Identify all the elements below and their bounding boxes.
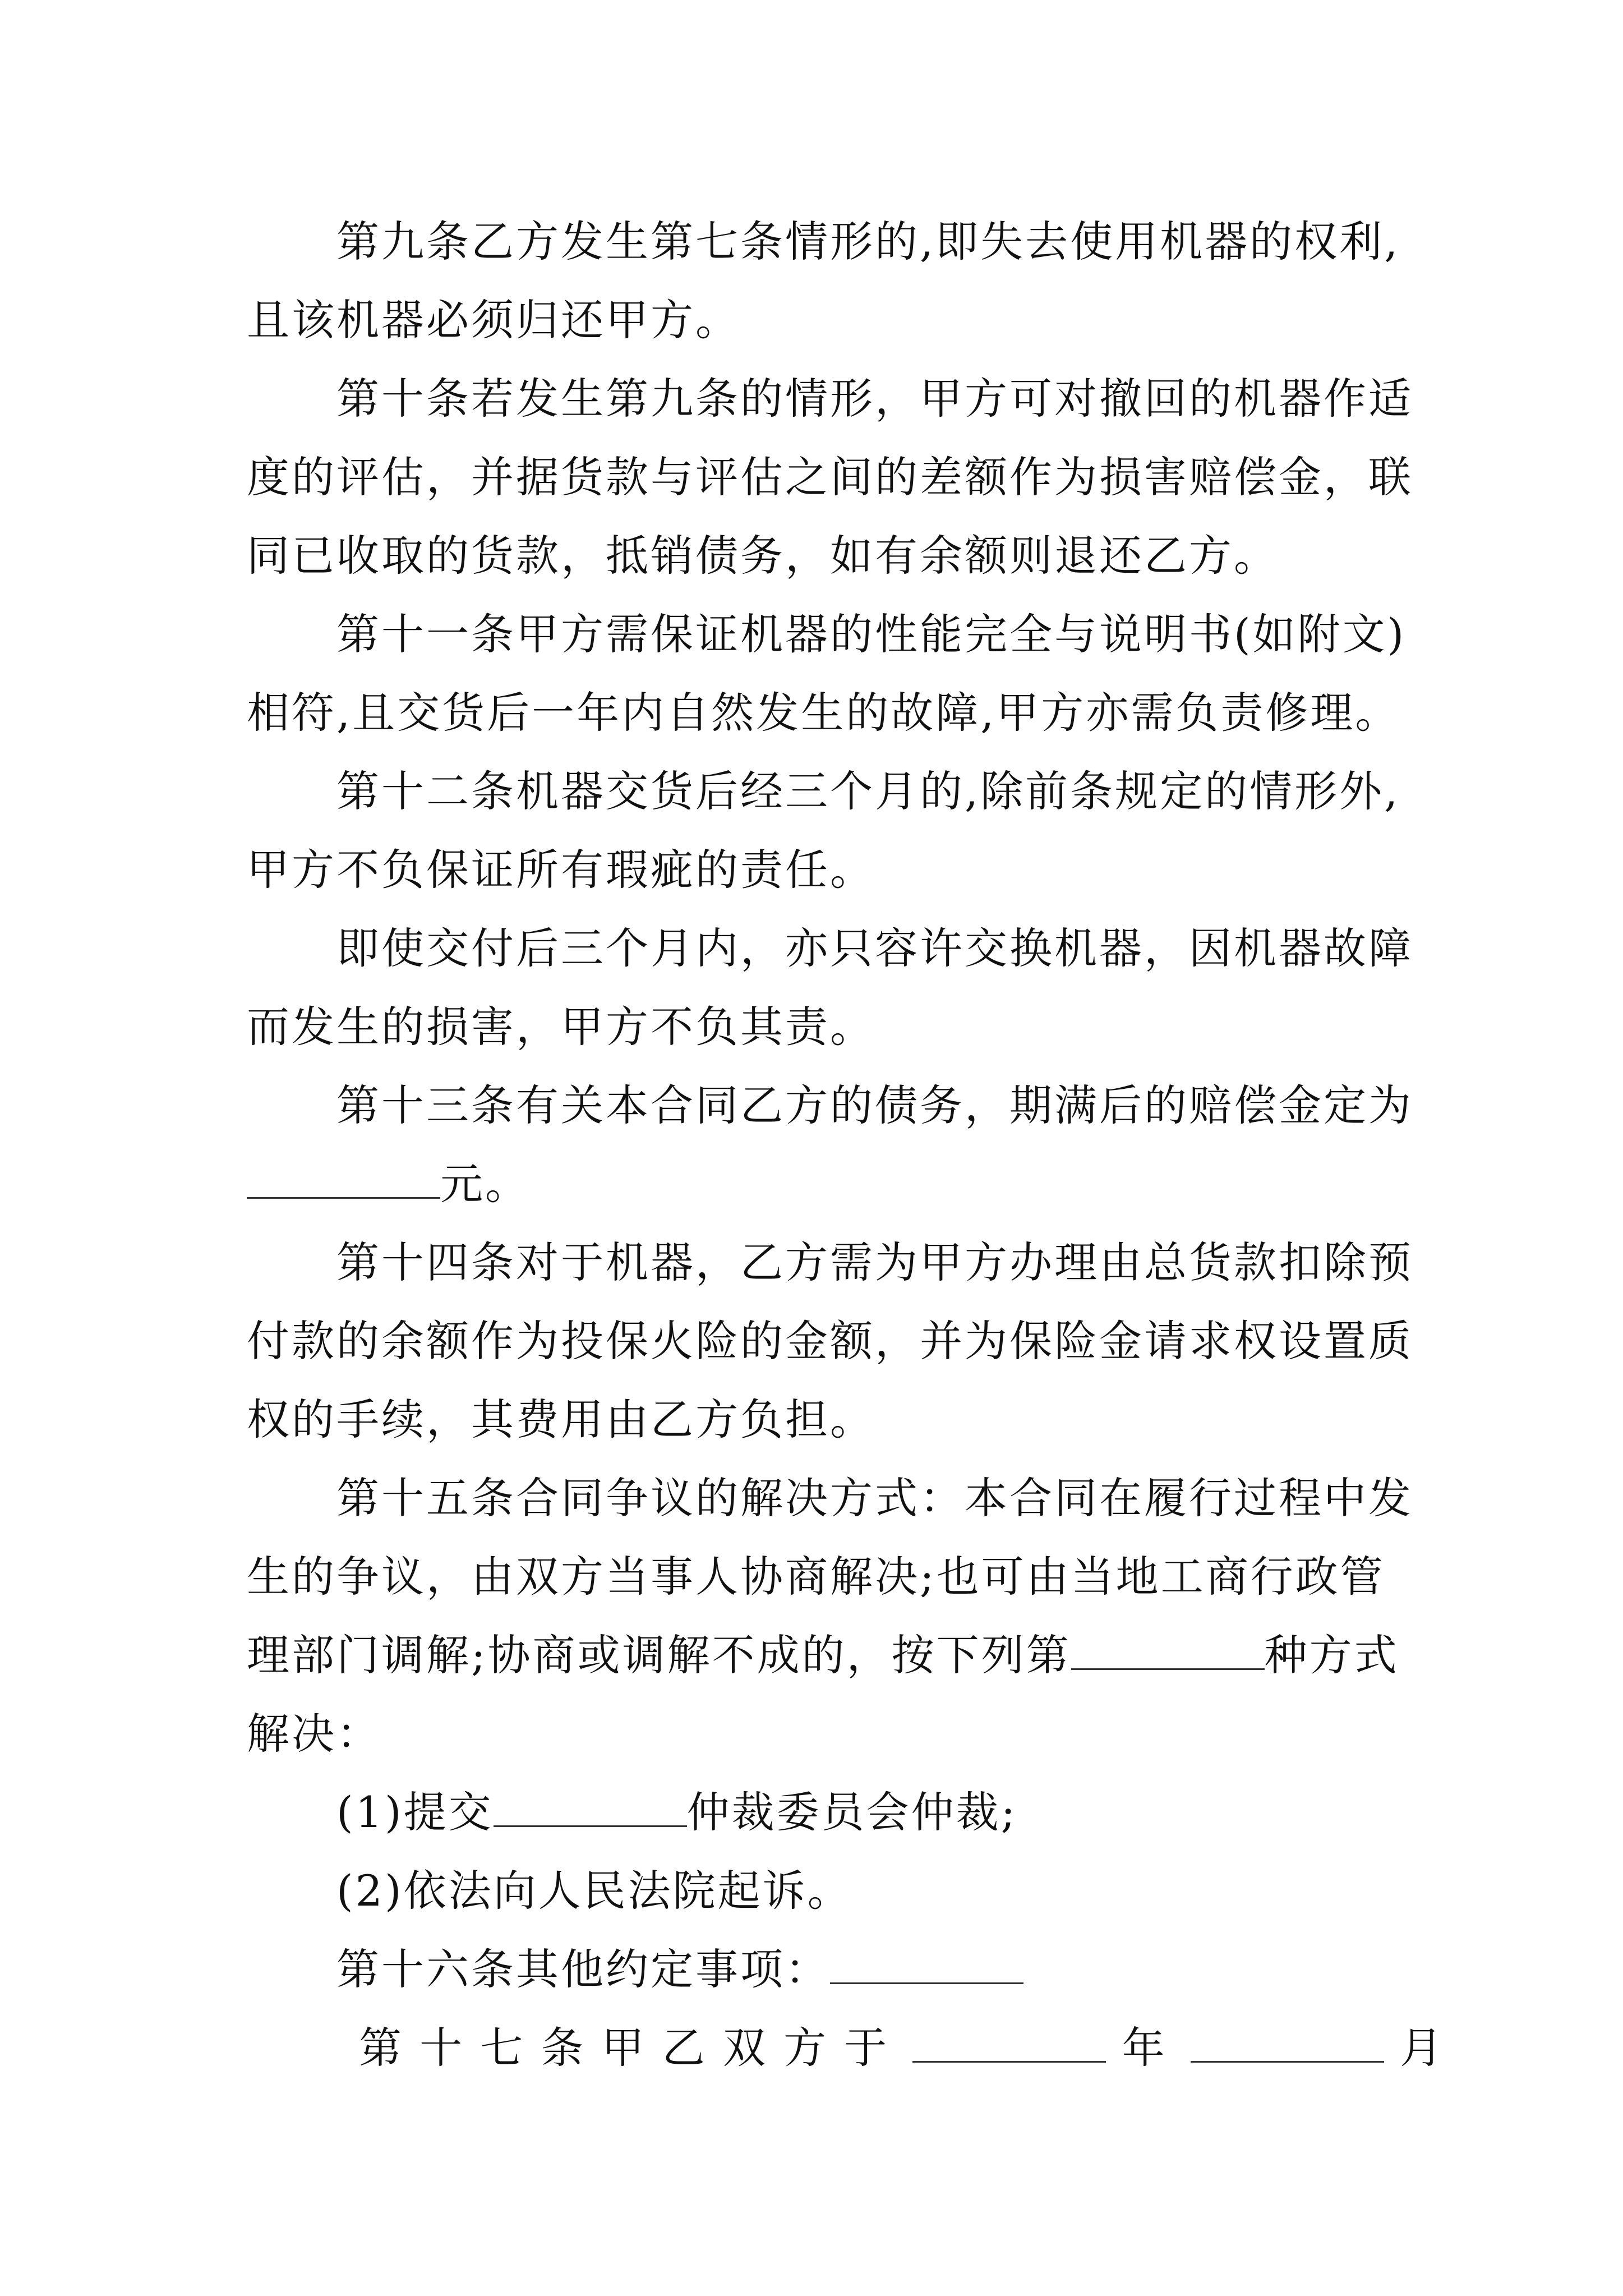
amount-blank: [247, 1165, 440, 1199]
article-15-line-4: 解决：: [247, 1709, 381, 1759]
article-16: 第十六条其他约定事项：: [336, 1948, 1023, 1991]
article-12-line-4: 而发生的损害，甲方不负其责。: [247, 1002, 875, 1052]
year-blank: [912, 2028, 1106, 2063]
article-15-line-2: 生的争议，由双方当事人协商解决;也可由当地工商行政管: [247, 1552, 1385, 1602]
article-17: 第 十 七 条 甲 乙 双 方 于 年 月: [359, 2023, 1445, 2073]
option-2: (2)依法向人民法院起诉。: [336, 1866, 852, 1916]
article-14-line-3: 权的手续，其费用由乙方负担。: [247, 1395, 875, 1444]
article-11-line-2: 相符,且交货后一年内自然发生的故障,甲方亦需负责修理。: [247, 688, 1400, 738]
article-9-line-1: 第九条乙方发生第七条情形的,即失去使用机器的权利,: [336, 217, 1400, 266]
article-14-line-1: 第十四条对于机器，乙方需为甲方办理由总货款扣除预: [336, 1237, 1413, 1287]
article-14-line-2: 付款的余额作为投保火险的金额，并为保险金请求权设置质: [247, 1316, 1413, 1366]
article-15-line-1: 第十五条合同争议的解决方式：本合同在履行过程中发: [336, 1473, 1413, 1523]
article-12-line-1: 第十二条机器交货后经三个月的,除前条规定的情形外,: [336, 766, 1400, 816]
article-12-line-3: 即使交付后三个月内，亦只容许交换机器，因机器故障: [336, 923, 1413, 973]
method-number-blank: [1071, 1636, 1265, 1670]
month-blank: [1191, 2028, 1384, 2063]
article-11-line-1: 第十一条甲方需保证机器的性能完全与说明书(如附文): [336, 609, 1407, 659]
article-10-line-2: 度的评估，并据货款与评估之间的差额作为损害赔偿金，联: [247, 452, 1413, 502]
article-10-line-3: 同已收取的货款，抵销债务，如有余额则退还乙方。: [247, 531, 1279, 581]
article-10-line-1: 第十条若发生第九条的情形，甲方可对撤回的机器作适: [336, 374, 1413, 424]
article-15-line-3: 理部门调解;协商或调解不成的，按下列第 种方式: [247, 1630, 1399, 1680]
article-9-line-2: 且该机器必须归还甲方。: [247, 295, 740, 345]
other-matters-blank: [830, 1950, 1023, 1984]
article-13-line-2: 元。: [247, 1163, 530, 1205]
article-13-line-1: 第十三条有关本合同乙方的债务，期满后的赔偿金定为: [336, 1080, 1413, 1130]
article-12-line-2: 甲方不负保证所有瑕疵的责任。: [247, 845, 875, 895]
arbitration-commission-blank: [494, 1793, 687, 1827]
option-1: (1)提交 仲裁委员会仲裁;: [336, 1787, 1018, 1837]
